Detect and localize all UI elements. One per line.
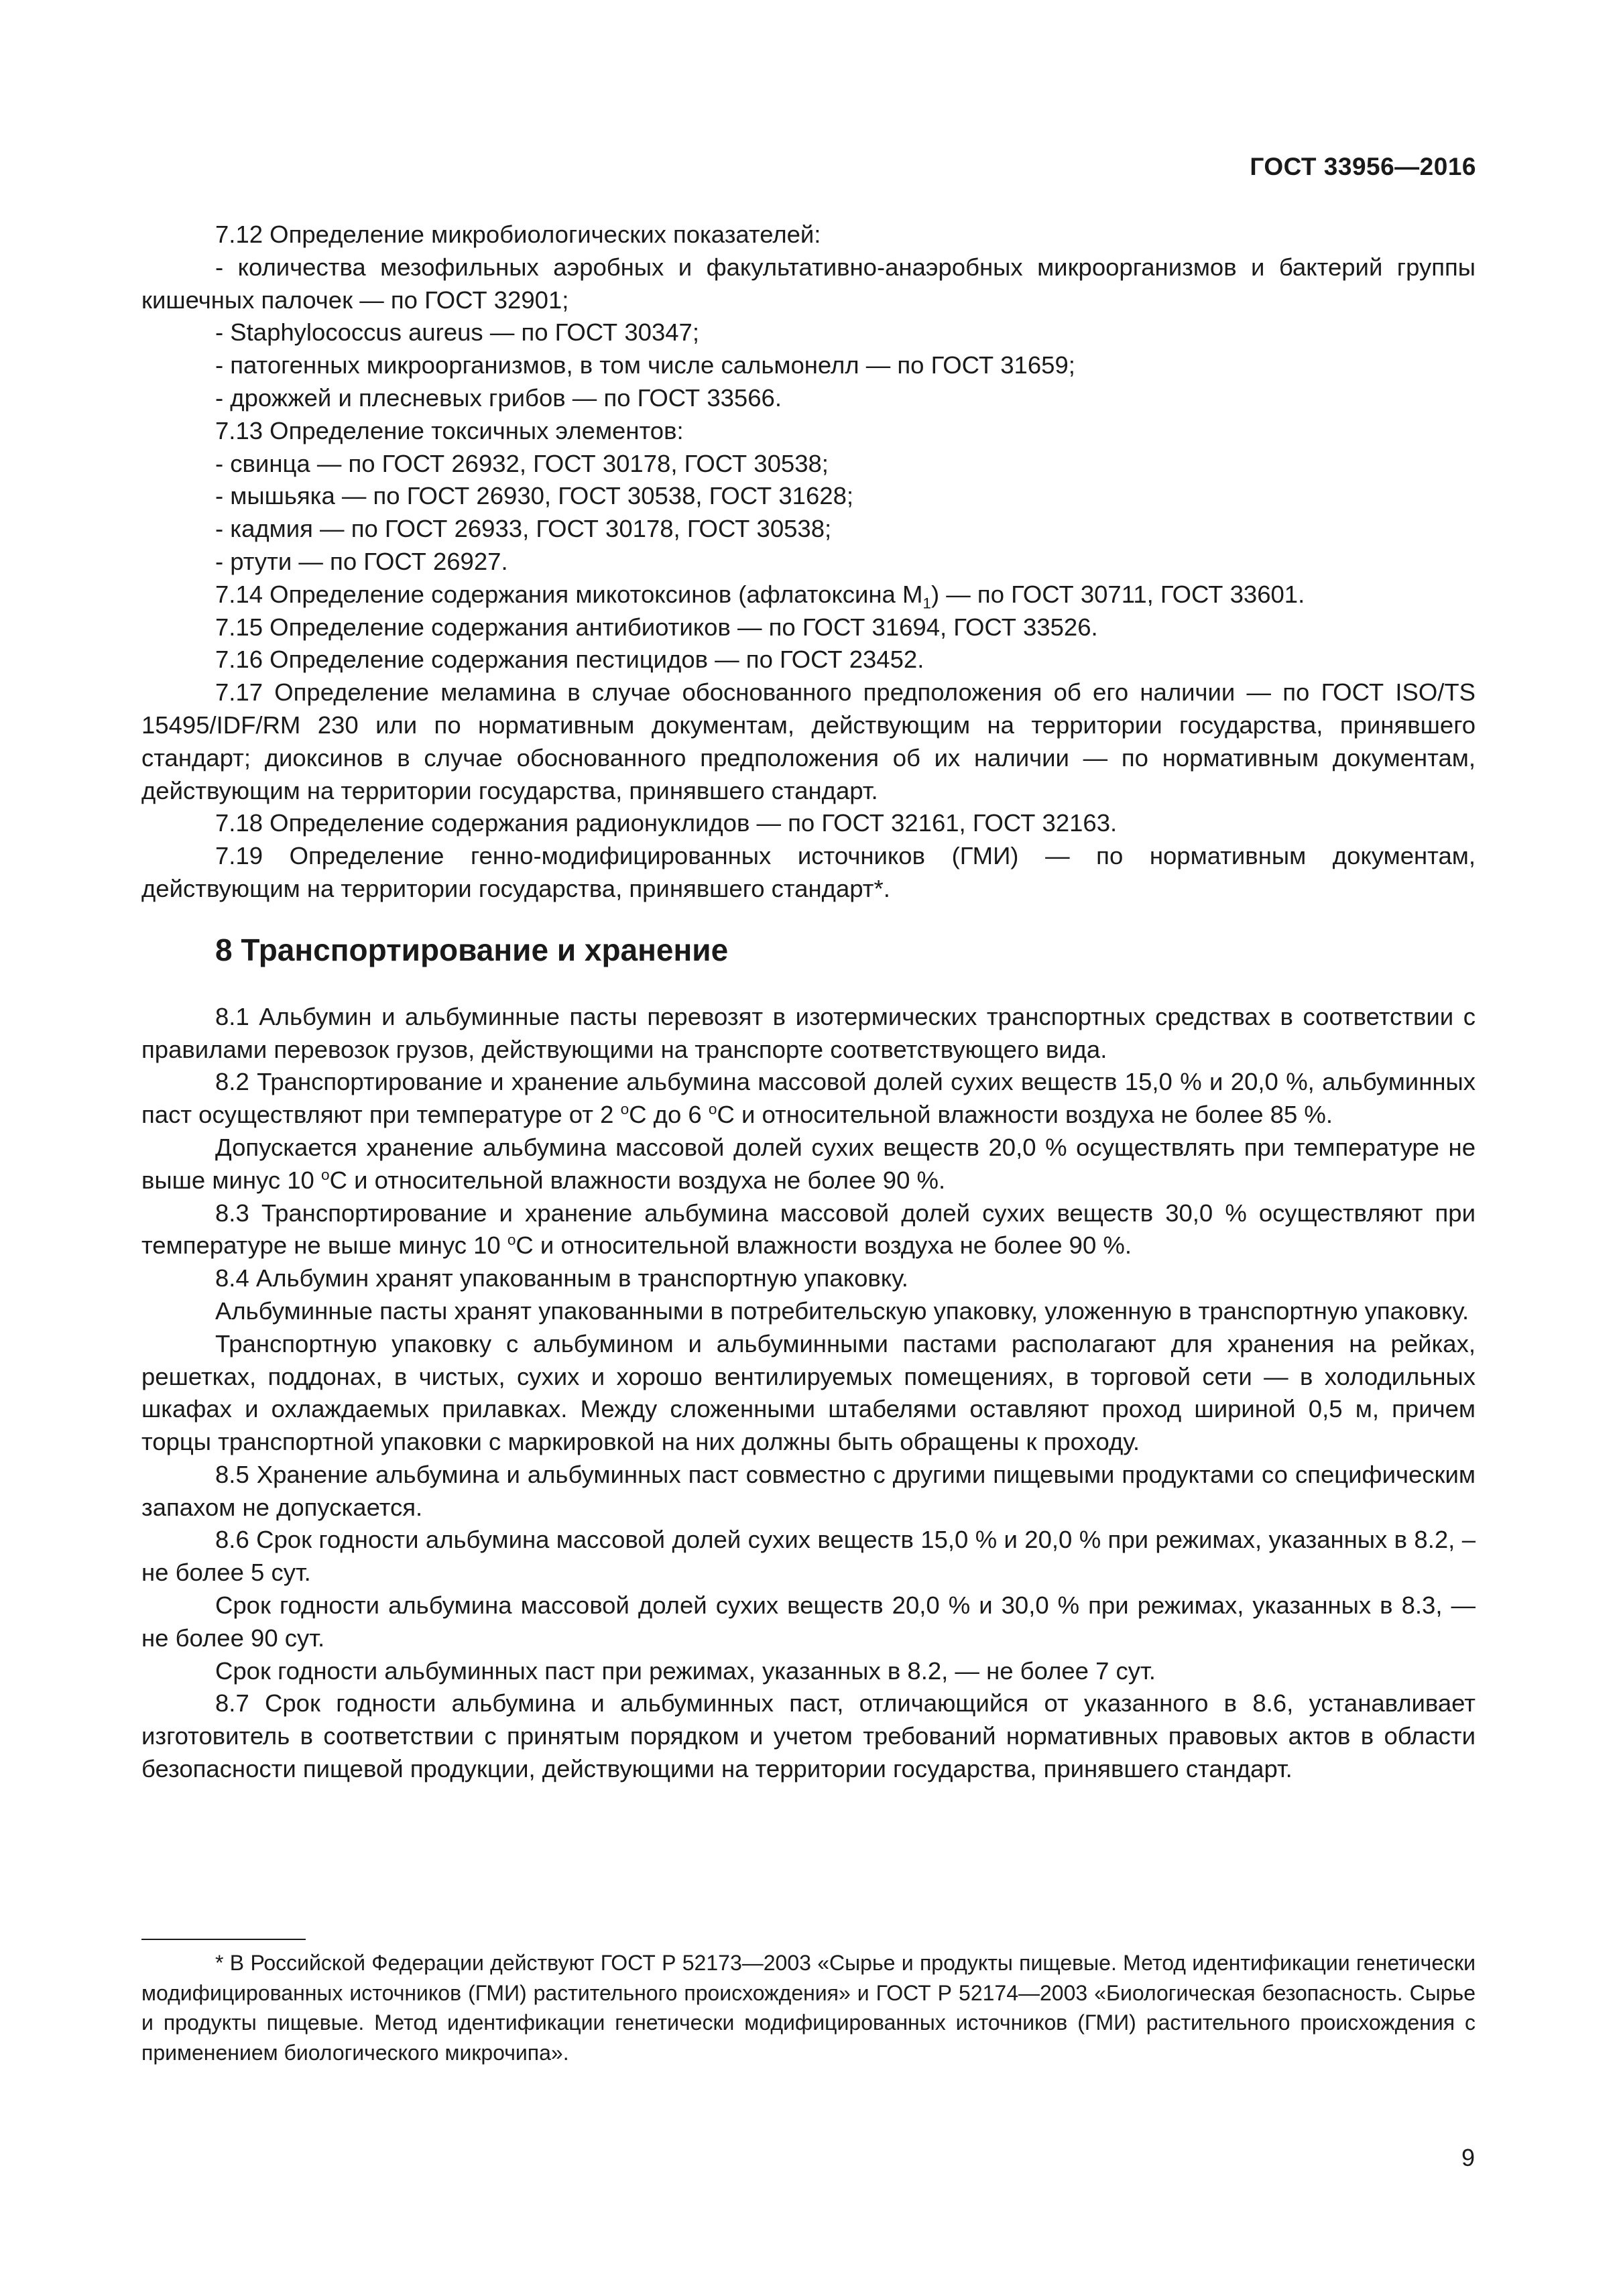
list-item: - Staphylococcus aureus — по ГОСТ 30347; <box>215 318 699 347</box>
text-run: С и относительной влажности воздуха не более 90 %. <box>329 1166 946 1194</box>
list-item: - мышьяка — по ГОСТ 26930, ГОСТ 30538, ГОСТ 31628; <box>215 482 854 510</box>
paragraph-8-2-storage <box>141 1132 1476 1197</box>
page-number: 9 <box>1461 2144 1475 2171</box>
paragraph-8-3 <box>141 1197 1476 1263</box>
list-item: - свинца — по ГОСТ 26932, ГОСТ 30178, ГОСТ 30538; <box>215 449 829 477</box>
text-run: 8.3 Транспортирование и хранение альбумина массовой долей сухих веществ 30,0 % осуществляют при температуре не выше минус 10 <box>141 1199 1476 1260</box>
list-item: - дрожжей и плесневых грибов — по ГОСТ 33566. <box>215 383 782 412</box>
paragraph-8-4-placement: Транспортную упаковку с альбумином и альбуминными пастами располагают для хранения на рейках, решетках, поддонах, в чистых, сухих и хорошо вентилируемых помещениях, в торговой сети — в холодильных шкафах и охлаждаемых прилавках. Между сложенными штабелями оставляют проход шириной 0,5 м, причем торцы транспортной упаковки с маркировкой на них должны быть обращены к проходу. <box>141 1329 1476 1456</box>
subscript: 1 <box>922 595 931 612</box>
list-item: - количества мезофильных аэробных и факультативно-анаэробных микроорганизмов и бактерий группы кишечных палочек — по ГОСТ 32901; <box>141 253 1476 314</box>
degree-superscript: о <box>320 1166 330 1183</box>
document-code-header: ГОСТ 33956—2016 <box>1250 153 1476 180</box>
document-body <box>141 219 1476 1786</box>
paragraph-7-15: 7.15 Определение содержания антибиотиков — по ГОСТ 31694, ГОСТ 33526. <box>215 613 1098 641</box>
paragraph-8-5: 8.5 Хранение альбумина и альбуминных паст совместно с другими пищевыми продуктами со специфическим запахом не допускается. <box>141 1460 1476 1521</box>
paragraph-8-4: 8.4 Альбумин хранят упакованным в транспортную упаковку. <box>215 1264 908 1292</box>
paragraph-8-6-shelf-life: Срок годности альбумина массовой долей сухих веществ 20,0 % и 30,0 % при режимах, указанных в 8.3, — не более 90 сут. <box>141 1591 1476 1652</box>
footnote-separator <box>141 1939 306 1940</box>
degree-superscript: о <box>620 1100 629 1117</box>
list-item: - патогенных микроорганизмов, в том числе сальмонелл — по ГОСТ 31659; <box>215 351 1075 379</box>
paragraph-8-2 <box>141 1066 1476 1132</box>
paragraph-8-6-pastes: Срок годности альбуминных паст при режимах, указанных в 8.2, — не более 7 сут. <box>215 1656 1156 1685</box>
text-run: Допускается хранение альбумина массовой долей сухих веществ 20,0 % осуществлять при температуре не выше минус 10 <box>141 1133 1476 1194</box>
footnote <box>141 1948 1476 2067</box>
text-run: 7.14 Определение содержания микотоксинов (афлатоксина М <box>215 580 923 608</box>
degree-superscript: о <box>708 1100 717 1117</box>
paragraph-7-13: 7.13 Определение токсичных элементов: <box>215 416 684 444</box>
section-title-8: 8 Транспортирование и хранение <box>215 932 729 967</box>
paragraph-7-14 <box>141 579 1476 611</box>
text-run: С и относительной влажности воздуха не более 85 %. <box>717 1101 1333 1129</box>
degree-superscript: о <box>507 1231 516 1249</box>
paragraph-7-17: 7.17 Определение меламина в случае обоснованного предположения об его наличии — по ГОСТ ISO/TS 15495/IDF/RM 230 или по нормативным документам, действующим на территории государства, принявшего стандарт; диоксинов в случае обоснованного предположения об их наличии — по нормативным документам, действующим на территории государства, принявшего стандарт. <box>141 678 1476 804</box>
list-item: - ртути — по ГОСТ 26927. <box>215 547 508 575</box>
paragraph-8-1: 8.1 Альбумин и альбуминные пасты перевозят в изотермических транспортных средствах в соответствии с правилами перевозок грузов, действующими на транспорте соответствующего вида. <box>141 1002 1476 1063</box>
paragraph-7-19: 7.19 Определение генно-модифицированных источников (ГМИ) — по нормативным документам, действующим на территории государства, принявшего стандарт*. <box>141 842 1476 902</box>
text-run: С до 6 <box>629 1101 709 1129</box>
text-run: ) — по ГОСТ 30711, ГОСТ 33601. <box>931 580 1305 608</box>
paragraph-8-6: 8.6 Срок годности альбумина массовой долей сухих веществ 15,0 % и 20,0 % при режимах, указанных в 8.2, – не более 5 сут. <box>141 1526 1476 1587</box>
paragraph-7-16: 7.16 Определение содержания пестицидов — по ГОСТ 23452. <box>215 646 924 674</box>
footnote-text: * В Российской Федерации действуют ГОСТ Р 52173—2003 «Сырье и продукты пищевые. Метод идентификации генетически модифицированных источников (ГМИ) растительного происхождения» и ГОСТ Р 52174—2003 «Биологическая безопасность. Сырье и продукты пищевые. Метод идентификации генетически модифицированных источников (ГМИ) растительного происхождения с применением биологического микрочипа». <box>141 1951 1476 2065</box>
list-item: - кадмия — по ГОСТ 26933, ГОСТ 30178, ГОСТ 30538; <box>215 515 832 543</box>
paragraph-7-18: 7.18 Определение содержания радионуклидов — по ГОСТ 32161, ГОСТ 32163. <box>215 809 1118 837</box>
text-run: С и относительной влажности воздуха не более 90 %. <box>516 1231 1132 1260</box>
text-run: 8.2 Транспортирование и хранение альбумина массовой долей сухих веществ 15,0 % и 20,0 %, альбуминных паст осуществляют при температуре от 2 <box>141 1068 1476 1129</box>
paragraph-7-12: 7.12 Определение микробиологических показателей: <box>215 221 821 248</box>
paragraph-8-7: 8.7 Срок годности альбумина и альбуминных паст, отличающийся от указанного в 8.6, устанавливает изготовитель в соответствии с принятым порядком и учетом требований нормативных правовых актов в области безопасности пищевой продукции, действующими на территории государства, принявшего стандарт. <box>141 1689 1476 1783</box>
paragraph-8-4-pastes: Альбуминные пасты хранят упакованными в потребительскую упаковку, уложенную в транспортную упаковку. <box>215 1296 1469 1325</box>
